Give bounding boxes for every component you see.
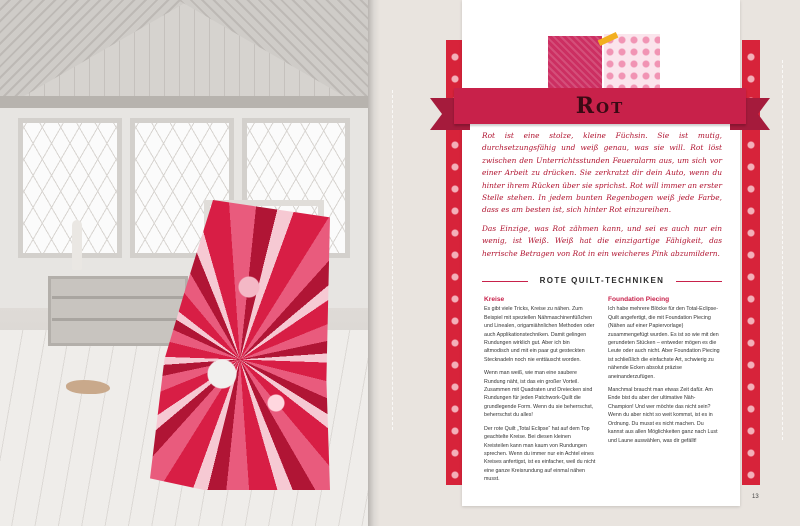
quilt-photo [0, 0, 368, 526]
body-paragraph: Wenn man weiß, wie man eine saubere Rundung näht, ist das ein großer Vorteil. Zusammen mit Quadraten und Dreiecken sind Rundungen für jeden Patchwork-Quilt die grundlegende Form. Wenn du sie beherrschst, beherrschst du alles! [484, 370, 594, 419]
title-ribbon [430, 88, 770, 126]
stitching-line [392, 90, 393, 430]
shelf-board [52, 296, 184, 299]
mannequin-hand [72, 220, 82, 270]
page-number: 13 [752, 494, 759, 500]
ribbon-band [454, 88, 746, 124]
body-paragraph: Ich habe mehrere Blöcke für den Total-Eclipse-Quilt angefertigt, die mit Foundation Piecing (Nähen auf einer Papiervorlage) zusammengefügt wurden. Es ist so wie mit den gerundeten Stücken – entweder mögen es die Leute oder auch nicht. Aber Foundation Piecing ist schließlich die einfachste Art, schwierig zu nähende Ecken absolut präzise aneinanderzufügen. [608, 306, 720, 380]
book-spine [368, 0, 380, 526]
intro-paragraph: Das Einzige, was Rot zähmen kann, und sei es auch nur ein wenig, ist Weiß. Weiß hat die einzigartige Fähigkeit, das herrische Betragen von Rot in ein weicheres Pink abzumildern. [482, 223, 722, 258]
fabric-swatch-pink [604, 34, 660, 96]
window-left [18, 118, 122, 258]
stitching-line [782, 60, 783, 440]
body-paragraph: Manchmal braucht man etwas Zeit dafür. Am Ende bist du aber der ultimative Näh-Champion! Und wer möchte das nicht sein? Wenn du aber nicht so weit kommst, ist es in Ordnung. Du musst es nicht machen. Du kannst aus allen Möglichkeiten ganz nach Lust und Laune auswählen, was dir gefällt! [608, 387, 718, 444]
shoe-shelf [48, 276, 188, 346]
column-heading: Kreise [484, 296, 505, 303]
intro-text [482, 130, 722, 266]
ceiling-beam [0, 96, 368, 108]
column-right [608, 296, 720, 450]
wooden-shoe-last [66, 380, 110, 394]
shelf-board [52, 318, 184, 321]
section-heading: ROTE QUILT-TECHNIKEN [482, 276, 722, 285]
fabric-swatch-red [548, 36, 602, 96]
chapter-title: Rot [575, 93, 625, 119]
intro-paragraph: Rot ist eine stolze, kleine Füchsin. Sie ist mutig, durchsetzungsfähig und weiß genau, was sie will. Rot löst zwischen den Unterrichtsstunden Feueralarm aus, um sich vor einer Arbeit zu drücken. Sie zerkratzt dir dein Auto, wenn du hinter ihrem Rücken über sie sprichst. Rot will immer an erster Stelle stehen. In jedem bunten Regenbogen weiß jede Farbe, dass es am besten ist, sich hinter Rot einzureihen. [482, 131, 722, 215]
body-paragraph: Der rote Quilt „Total Eclipse“ hat auf dem Top geachtelte Kreise. Bei diesen kleinen Kreisteilen kann man kaum von Rundungen sprechen. Wenn du immer nur ein Achtel eines Kreises anfertigst, ist es einfacher, weil du nicht eine ganze Kreisrundung auf einmal nähen musst. [484, 425, 596, 483]
column-heading: Foundation Piecing [608, 296, 670, 303]
column-left [484, 296, 596, 489]
body-paragraph: Es gibt viele Tricks, Kreise zu nähen. Zum Beispiel mit speziellen Nähmaschinenfüßchen und Linealen, origamiähnlichen Methoden oder auch Applikationstechniken. Damit gelingen Rundungen wirklich gut. Aber ich bin altmodisch und mit ein paar gut gesteckten Stecknadeln noch nie enttäuscht worden. [484, 306, 595, 363]
